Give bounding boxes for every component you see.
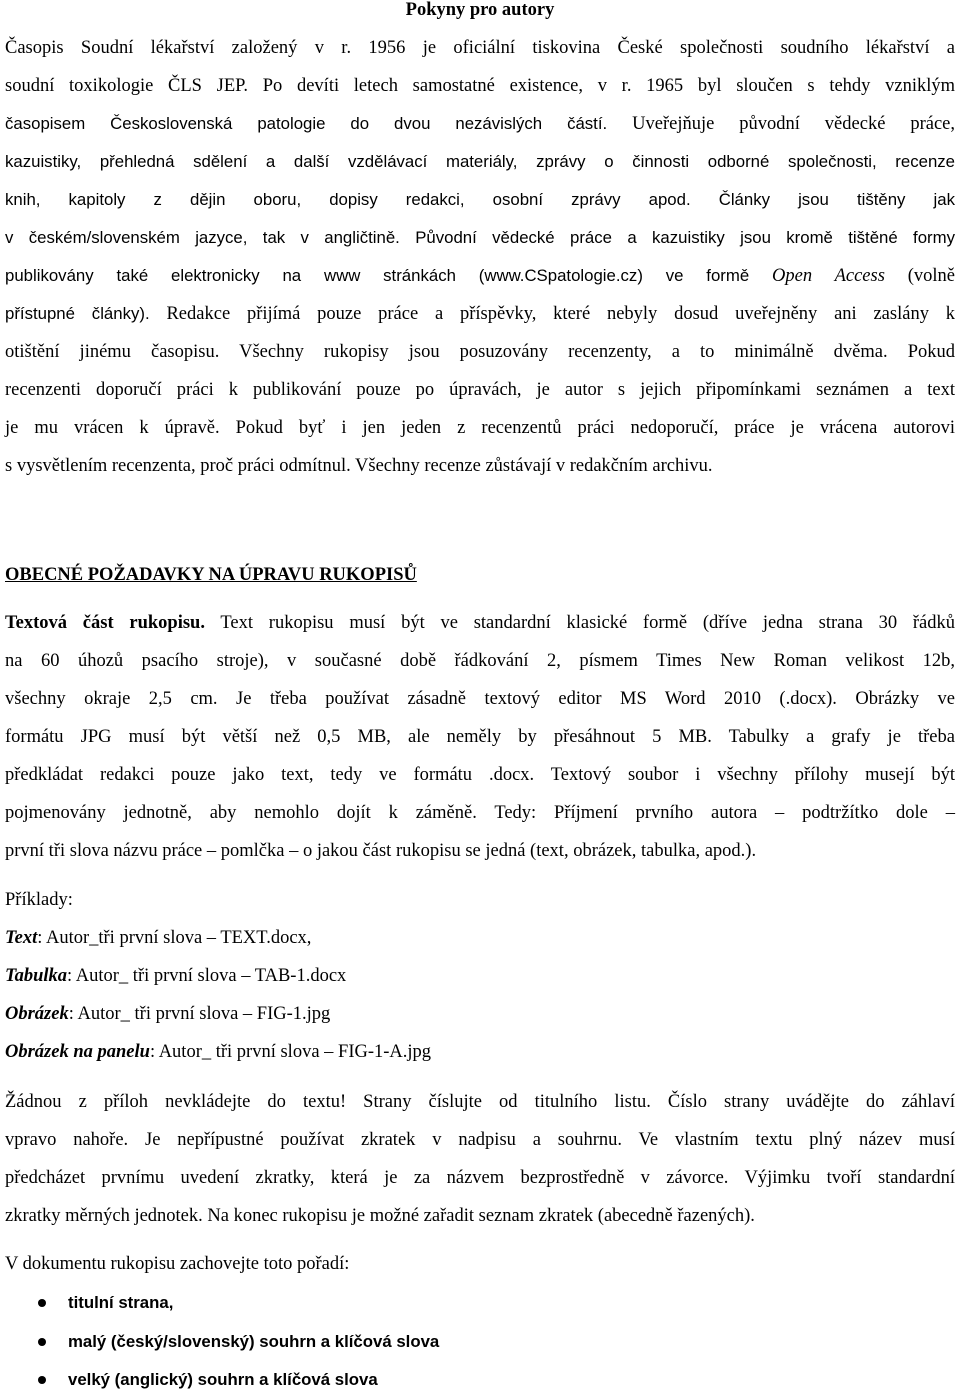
example-item	[5, 1033, 431, 1071]
text-segment: V dokumentu rukopisu zachovejte toto pořadí:	[5, 1254, 350, 1274]
text-segment: (volně	[884, 266, 955, 286]
text-segment: soudní toxikologie ČLS JEP. Po devíti letech samostatné existence, v r. 1965 byl sloučen s tehdy vzniklým	[5, 76, 955, 96]
text-line	[5, 219, 955, 257]
bullet-text: velký (anglický) souhrn a klíčová slova	[68, 1370, 378, 1389]
example-label: Obrázek	[5, 1004, 69, 1024]
text-line	[5, 409, 955, 447]
section-heading: OBECNÉ POŽADAVKY NA ÚPRAVU RUKOPISŮ	[5, 565, 417, 585]
text-line	[5, 257, 955, 295]
text-line	[5, 1121, 955, 1159]
text-segment: Open Access	[772, 266, 885, 286]
example-label: Text	[5, 928, 38, 948]
text-line	[5, 1159, 955, 1197]
text-segment: Pokud	[907, 342, 955, 362]
text-line	[5, 143, 955, 181]
abbreviations-paragraph	[5, 1083, 955, 1235]
text-part-paragraph	[5, 604, 955, 870]
text-segment: formátu JPG musí být větší než 0,5 MB, ale neměly by přesáhnout 5 MB. Tabulky a grafy je třeba	[5, 727, 955, 747]
text-line	[5, 67, 955, 105]
text-segment: s vysvětlením recenzenta, proč práci odmítnul. Všechny recenze zůstávají v redakčním archivu.	[5, 456, 713, 476]
text-segment: všechny okraje 2,5 cm. Je třeba používat zásadně textový editor MS Word 2010 (.docx). Obrázky ve	[5, 689, 955, 709]
example-value: : Autor_ tři první slova – TAB-1.docx	[67, 966, 347, 986]
text-line	[5, 1197, 955, 1235]
text-line	[5, 447, 955, 485]
text-line	[5, 371, 955, 409]
text-line	[5, 794, 955, 832]
bullet-item	[5, 1323, 955, 1362]
bullet-text: malý (český/slovenský) souhrn a klíčová slova	[68, 1331, 440, 1351]
text-segment: Původní vědecké práce a kazuistiky jsou kromě tištěné formy	[415, 228, 956, 247]
text-line	[5, 181, 955, 219]
text-segment: Text rukopisu musí být ve standardní klasické formě (dříve jedna strana 30 řádků	[204, 613, 955, 633]
text-segment: vpravo nahoře. Je nepřípustné používat zkratek v nadpisu a souhrnu. Ve vlastním textu plný název musí	[5, 1130, 955, 1150]
bullet-list	[5, 1284, 955, 1400]
text-segment: je mu vrácen k úpravě. Pokud byť i jen jeden z recenzentů práci nedoporučí, práce je vrácena autorovi	[5, 418, 955, 438]
text-segment: otištění jinému časopisu. Všechny rukopisy jsou posuzovány recenzenty, a to minimálně dvěma.	[5, 342, 908, 362]
bullet-dot-icon	[38, 1338, 46, 1346]
text-line	[5, 604, 955, 642]
text-segment: na 60 úhozů psacího stroje), v současné době řádkování 2, písmem Times New Roman velikost 12b,	[5, 651, 955, 671]
example-value: : Autor_ tři první slova – FIG-1.jpg	[68, 1004, 331, 1024]
text-line	[5, 832, 955, 870]
example-label: Tabulka	[5, 966, 68, 986]
page-title: Pokyny pro autory	[405, 0, 555, 20]
order-paragraph	[5, 1245, 955, 1283]
text-segment: Uveřejňuje původní vědecké práce,	[632, 114, 955, 134]
text-segment: předkládat redakci pouze jako text, tedy ve formátu .docx. Textový soubor i všechny přílohy musejí být	[5, 765, 955, 785]
text-segment: zkratky měrných jednotek. Na konec rukopisu je možné zařadit seznam zkratek (abecedně řazených).	[5, 1206, 755, 1226]
text-line	[5, 680, 955, 718]
bullet-dot-icon	[38, 1376, 46, 1384]
text-line	[5, 1083, 955, 1121]
text-line	[5, 29, 955, 67]
text-line	[5, 718, 955, 756]
text-segment: knih, kapitoly z dějin oboru, dopisy redakci, osobní zprávy apod. Články jsou tištěny jak	[5, 190, 955, 209]
text-segment: přístupné články).	[5, 304, 167, 323]
example-item	[5, 957, 346, 995]
text-line	[5, 642, 955, 680]
text-line	[5, 105, 955, 143]
text-segment: Časopis Soudní lékařství založený v r. 1956 je oficiální tiskovina České společnosti soudního lékařství a	[5, 38, 955, 58]
bullet-dot-icon	[38, 1299, 46, 1307]
text-segment: první tři slova názvu práce – pomlčka – o jakou část rukopisu se jedná (text, obrázek, tabulka, apod.).	[5, 841, 757, 861]
text-line	[5, 333, 955, 371]
text-segment: publikovány také elektronicky na www stránkách (www.CSpatologie.cz) ve formě	[5, 266, 773, 285]
text-segment: kazuistiky, přehledná sdělení a další vzdělávací materiály, zprávy o činnosti odborné společnosti, recenze	[5, 152, 955, 171]
text-segment: Textová část rukopisu.	[5, 613, 205, 633]
text-segment: v českém/slovenském jazyce, tak v angličtině.	[5, 228, 416, 247]
example-item	[5, 919, 311, 957]
text-line	[5, 1245, 955, 1283]
text-segment: předcházet prvnímu uvedení zkratky, která je za názvem bezprostředně v závorce. Výjimku tvoří standardní	[5, 1168, 955, 1188]
text-segment: pojmenovány jednotně, aby nemohlo dojít k záměně. Tedy: Příjmení prvního autora – podtržítko dole –	[5, 803, 955, 823]
text-line	[5, 295, 955, 333]
text-segment: Žádnou z příloh nevkládejte do textu! Strany číslujte od titulního listu. Číslo strany uvádějte do záhlaví	[5, 1092, 955, 1112]
bullet-text: titulní strana,	[68, 1293, 174, 1312]
intro-paragraph	[5, 29, 955, 485]
example-label: Obrázek na panelu	[5, 1042, 150, 1062]
text-segment: Redakce přijímá pouze práce a příspěvky, které nebyly dosud uveřejněny ani zaslány k	[166, 304, 955, 324]
text-line	[5, 756, 955, 794]
example-item	[5, 995, 330, 1033]
text-segment: recenzenti doporučí práci k publikování pouze po úpravách, je autor s jejich připomínkami seznámen a text	[5, 380, 955, 400]
example-value: : Autor_tři první slova – TEXT.docx,	[37, 928, 312, 948]
examples-label: Příklady:	[5, 890, 73, 910]
text-segment: časopisem Československá patologie do dvou nezávislých částí.	[5, 114, 633, 133]
bullet-item	[5, 1284, 955, 1323]
example-value: : Autor_ tři první slova – FIG-1-A.jpg	[149, 1042, 432, 1062]
